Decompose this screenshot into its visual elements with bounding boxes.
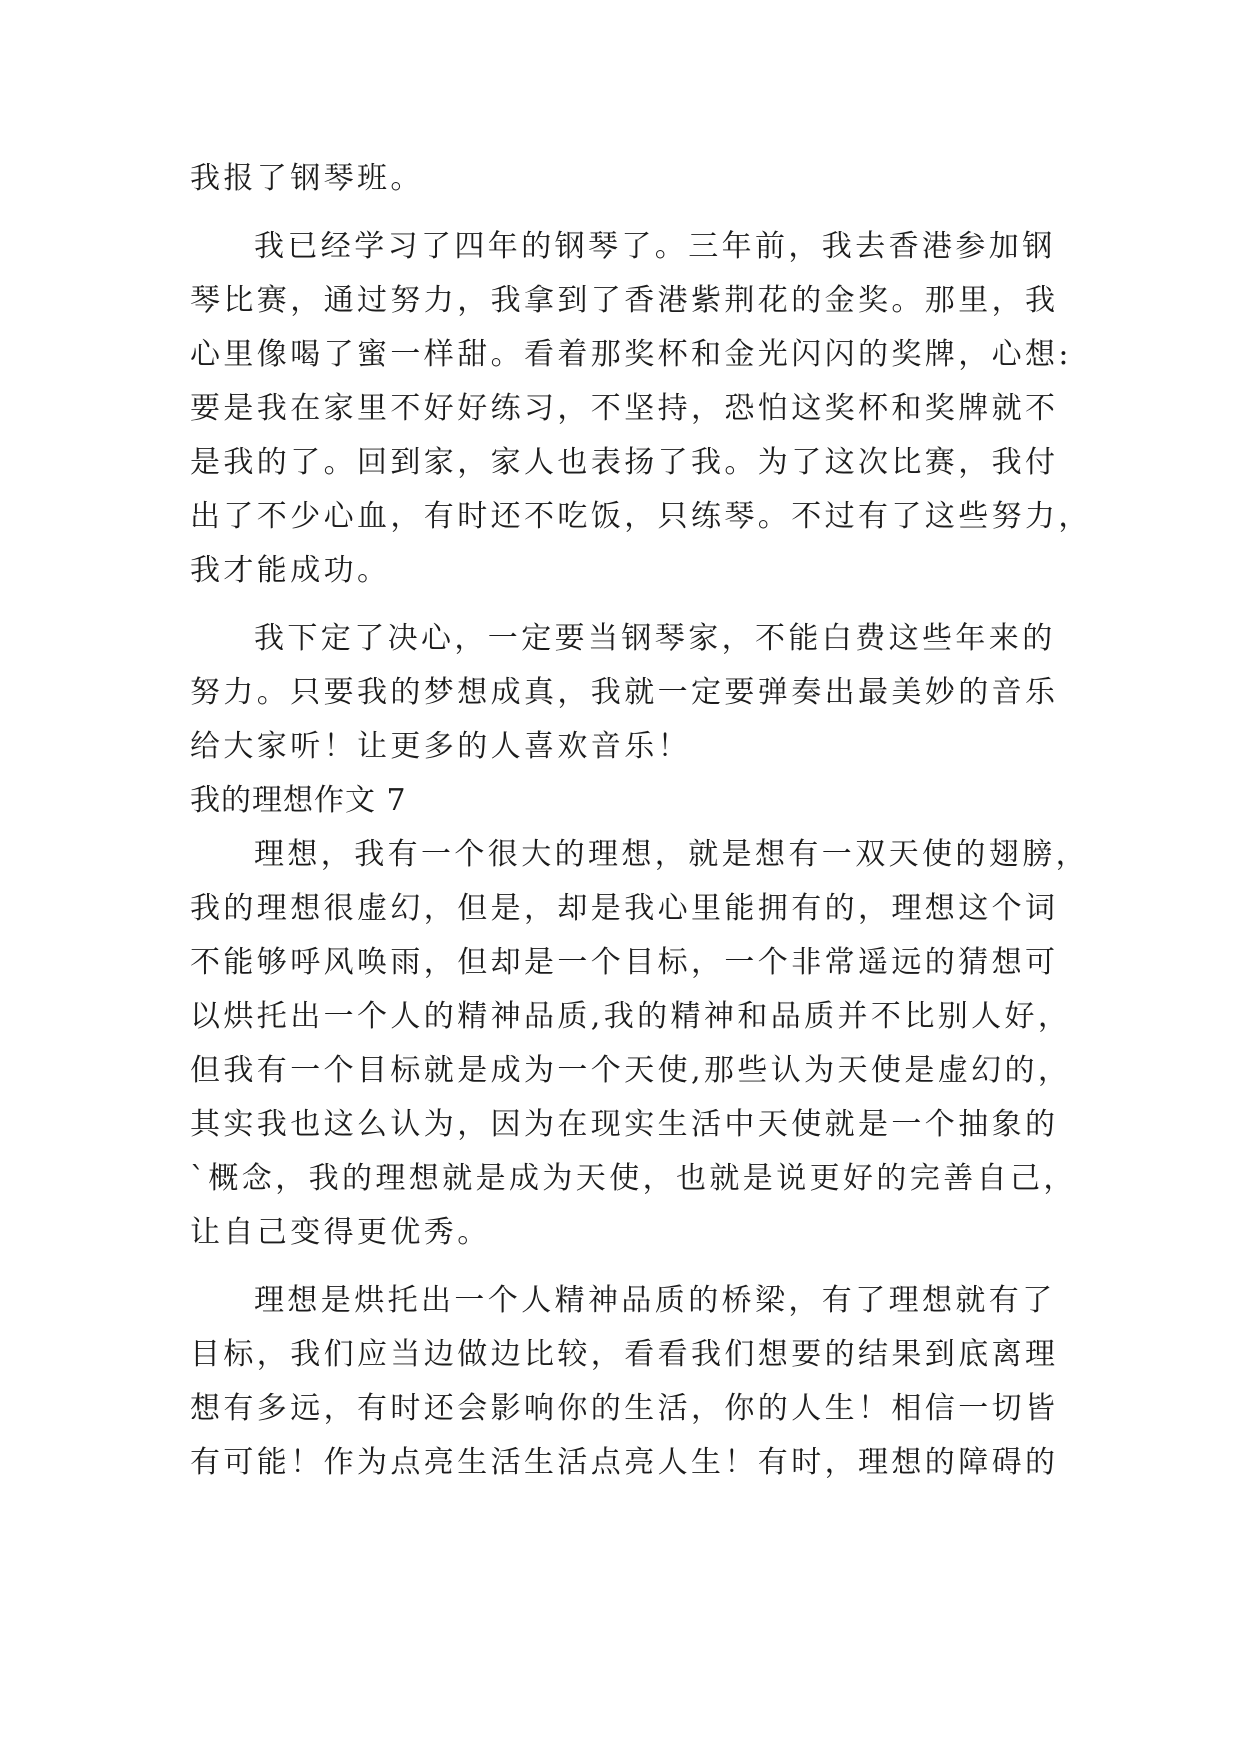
text-line: 让自己变得更优秀。 [190, 1215, 491, 1250]
text-line: 琴比赛，通过努力，我拿到了香港紫荆花的金奖。那里，我 [190, 283, 1059, 318]
text-line: 理想，我有一个很大的理想，就是想有一双天使的翅膀， [254, 837, 1089, 872]
paragraph-ideal-bridge [190, 1274, 1070, 1490]
text-line: 但我有一个目标就是成为一个天使,那些认为天使是虚幻的， [190, 1053, 1072, 1088]
text-line: 有可能！作为点亮生活生活点亮人生！有时，理想的障碍的 [190, 1445, 1059, 1480]
text-line: 我已经学习了四年的钢琴了。三年前，我去香港参加钢 [254, 229, 1056, 264]
text-line: 我才能成功。 [190, 553, 391, 588]
paragraph-angel-dream [190, 828, 1089, 1260]
paragraph-continued [190, 152, 1070, 206]
text-line: 我的理想很虚幻，但是，却是我心里能拥有的，理想这个词 [190, 891, 1059, 926]
text-line: 是我的了。回到家，家人也表扬了我。为了这次比赛，我付 [190, 445, 1059, 480]
text-line: 心里像喝了蜜一样甜。看着那奖杯和金光闪闪的奖牌，心想: [190, 337, 1072, 372]
text-line: 其实我也这么认为，因为在现实生活中天使就是一个抽象的 [190, 1107, 1059, 1142]
paragraph-piano-competition [190, 220, 1092, 598]
text-line: 理想是烘托出一个人精神品质的桥梁，有了理想就有了 [254, 1283, 1056, 1318]
text-line: 我下定了决心，一定要当钢琴家，不能白费这些年来的 [254, 621, 1056, 656]
essay-title: 我的理想作文 7 [190, 783, 407, 818]
text-line: 想有多远，有时还会影响你的生活，你的人生！相信一切皆 [190, 1391, 1059, 1426]
document-page [190, 152, 1092, 1490]
text-line: `概念，我的理想就是成为天使，也就是说更好的完善自己， [190, 1161, 1077, 1196]
text-line: 以烘托出一个人的精神品质,我的精神和品质并不比别人好， [190, 999, 1072, 1034]
text-line: 努力。只要我的梦想成真，我就一定要弹奏出最美妙的音乐 [190, 675, 1059, 710]
text-line: 目标，我们应当边做边比较，看看我们想要的结果到底离理 [190, 1337, 1059, 1372]
text-line: 要是我在家里不好好练习，不坚持，恐怕这奖杯和奖牌就不 [190, 391, 1059, 426]
text-line: 我报了钢琴班。 [190, 161, 424, 196]
text-line: 出了不少心血，有时还不吃饭，只练琴。不过有了这些努力， [190, 499, 1092, 534]
paragraph-determination [190, 612, 1070, 774]
text-line: 不能够呼风唤雨，但却是一个目标，一个非常遥远的猜想可 [190, 945, 1059, 980]
text-line: 给大家听！让更多的人喜欢音乐！ [190, 729, 691, 764]
